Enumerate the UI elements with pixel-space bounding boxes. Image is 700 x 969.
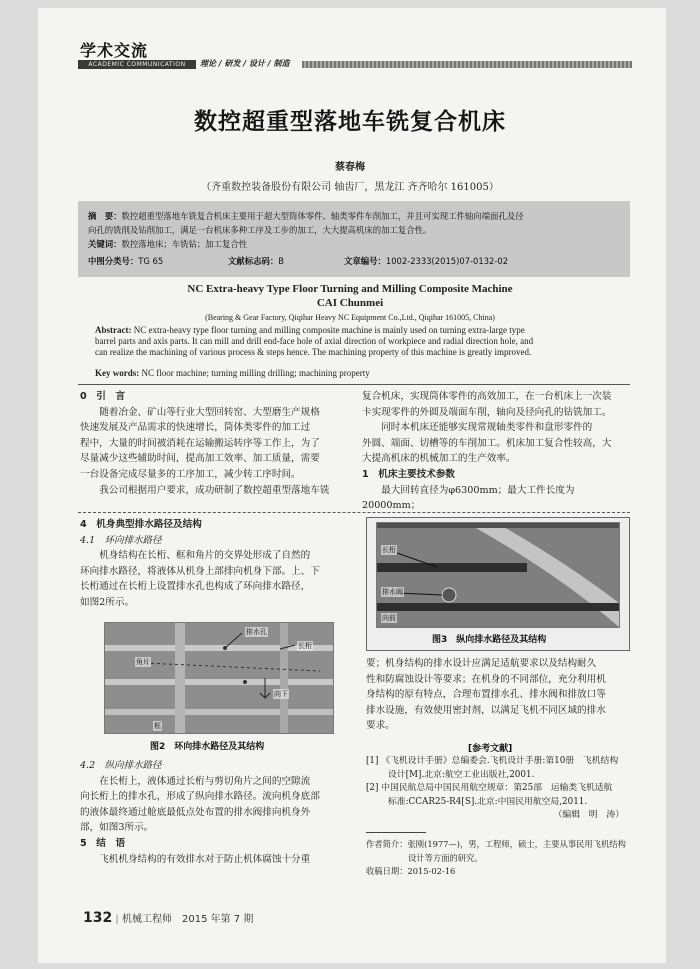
- editor-note: （编辑 明 涛）: [553, 810, 624, 820]
- reference-item: [366, 782, 632, 796]
- fig2-label-clip: 角片: [136, 658, 150, 666]
- author-bio: [366, 838, 632, 879]
- keywords-text: 数控落地床；车铣钻；加工复合性: [121, 239, 248, 249]
- article-affiliation: （齐重数控装备股份有限公司 轴齿厂，黑龙江 齐齐哈尔 161005）: [201, 182, 499, 193]
- article-title: 数控超重型落地车铣复合机床: [194, 109, 506, 135]
- lower-left-column-2: [80, 758, 350, 867]
- english-abstract-line: [95, 325, 615, 336]
- section-en-band: ACADEMIC COMMUNICATION: [78, 60, 196, 69]
- english-abstract-line: can realize the machining of various process & steps hence. The machining property of this machine is greatly improved.: [95, 347, 532, 357]
- para-line: 程中，大量的时间被消耗在运输搬运转序等工作上，为了: [80, 437, 320, 449]
- dashed-divider: [78, 512, 630, 513]
- lower-left-column: [80, 517, 350, 611]
- bio-line: 作者简介：张刚(1977—)，男，工程师，硕士，主要从事民用飞机结构: [366, 839, 626, 849]
- art-value: 1002-2333(2015)07-0132-02: [385, 256, 509, 266]
- para-line: 在长桁上，液体通过长桁与剪切角片之间的空隙流: [99, 775, 311, 787]
- upper-left-column: [80, 389, 344, 498]
- figure-3-caption: 图3 纵向排水路径及其结构: [432, 635, 547, 645]
- heading-4-2: 4.2 纵向排水路径: [80, 760, 162, 771]
- page-number: 132: [83, 910, 113, 926]
- fig3-label-valve: 排水阀: [382, 588, 403, 596]
- reference-item-cont: 设计[M].北京:航空工业出版社,2001.: [388, 769, 535, 780]
- upper-right-column: [362, 389, 632, 514]
- abstract-line-1: [88, 210, 524, 222]
- english-keywords: [95, 368, 370, 378]
- article-author: 蔡春梅: [335, 162, 365, 173]
- para-line: 要求。: [366, 720, 395, 732]
- section-title: 学术交流: [80, 41, 149, 60]
- heading-intro: 0 引 言: [80, 391, 126, 402]
- heading-conclusion: 5 结 语: [80, 837, 126, 849]
- article-number: [344, 255, 508, 267]
- para-line: 性和防腐蚀设计等要求；在机身的不同部位，充分利用机: [366, 673, 606, 685]
- divider: [78, 384, 630, 385]
- fig2-label-stringer: 长桁: [298, 642, 312, 650]
- para-line: 随着冶金、矿山等行业大型回转窑、大型磨生产规格: [99, 406, 320, 418]
- para-line: 飞机机身结构的有效排水对于防止机体腐蚀十分重: [99, 853, 311, 865]
- english-affiliation: (Bearing & Gear Factory, Qiqihar Heavy NC Equipment Co.,Ltd., Qiqihar 161005, China): [205, 313, 495, 322]
- doc-code: [228, 255, 284, 267]
- keywords-label: 关键词：: [88, 239, 122, 249]
- english-abstract-line: barrel parts and axis parts. It can mill and drill end-face hole of axial direction of workpiece and radial direction hole, and: [95, 336, 534, 346]
- english-abstract-text: NC extra-heavy type floor turning and milling composite machine is mainly used on turning extra-large type: [133, 325, 525, 335]
- figure-2-drawing: [105, 623, 333, 733]
- para-line: 外圆、端面、切槽等的车削加工。机床加工复合性较高，大: [362, 437, 612, 449]
- para-line: 最大回转直径为φ6300mm；最大工件长度为20000mm；: [362, 484, 575, 512]
- english-author: CAI Chunmei: [316, 297, 384, 309]
- bio-divider: [366, 832, 426, 833]
- para-line: 卡实现零件的外圆及端面车削，轴向及径向孔的钻铣加工。: [362, 406, 612, 418]
- doc-label: 文献标志码：: [228, 256, 279, 266]
- art-label: 文章编号：: [344, 256, 386, 266]
- page-footer: 132 | 机械工程师 2015 年第 7 期: [83, 910, 254, 926]
- fig2-label-frame: 框: [154, 722, 161, 730]
- para-line: 快速发展及产品需求的快速增长，筒体类零件的加工过: [80, 422, 311, 434]
- references-title: [参考文献]: [468, 744, 513, 754]
- para-line: 如图2所示。: [80, 596, 135, 608]
- section-tags: 理论 / 研发 / 设计 / 制造: [200, 59, 290, 68]
- lower-right-column: [366, 656, 632, 734]
- para-line: 我公司根据用户要求，成功研制了数控超重型落地车铣: [99, 484, 330, 496]
- para-line: 复合机床，实现筒体零件的高效加工，在一台机床上一次装: [362, 391, 612, 402]
- received-date: 收稿日期：2015-02-16: [366, 866, 456, 876]
- reference-item: [366, 755, 632, 769]
- abstract-text-1: 数控超重型落地车铣复合机床主要用于超大型筒体零件、轴类零件车削加工，并且可实现工件轴向端面孔及径: [121, 211, 524, 221]
- ref-number: [1]: [366, 756, 379, 766]
- english-keywords-label: Key words:: [95, 368, 140, 378]
- class-number: [88, 255, 163, 267]
- heading-params: 1 机床主要技术参数: [362, 468, 456, 480]
- ref-text: 中国民航总局中国民用航空规章：第25部 运输类飞机适航: [381, 783, 613, 793]
- english-abstract: [95, 325, 615, 358]
- fig2-label-drain: 排水孔: [246, 628, 267, 636]
- para-line: 长桁通过在长桁上设置排水孔也构成了环向排水路径，: [80, 581, 311, 593]
- para-line: 部，如图3所示。: [80, 822, 154, 834]
- heading-4-1: 4.1 环向排水路径: [80, 534, 162, 546]
- para-line: 同时本机床还能够实现常规轴类零件和盘形零件的: [381, 422, 593, 434]
- para-line: 环向排水路径，将液体从机身上部排向机身下部。上、下: [80, 565, 320, 577]
- fig3-label-stringer: 长桁: [382, 546, 396, 554]
- doc-value: B: [278, 256, 284, 266]
- abstract-box: [78, 201, 630, 277]
- ref-number: [2]: [366, 783, 379, 793]
- journal-issue: 机械工程师 2015 年第 7 期: [121, 914, 254, 925]
- para-line: 排水设施，有效使用密封剂，以满足飞机不同区域的排水: [366, 704, 606, 716]
- abstract-label: 摘 要：: [88, 211, 122, 221]
- figure-2-image: [104, 622, 334, 734]
- english-title: NC Extra-heavy Type Floor Turning and Milling Composite Machine: [187, 283, 513, 295]
- english-keywords-text: NC floor machine; turning milling drilling; machining property: [141, 368, 370, 378]
- para-line: 向长桁上的排水孔，形成了纵向排水路径。流向机身底部: [80, 791, 320, 803]
- references-list: [366, 755, 632, 823]
- figure-3-image: [376, 522, 620, 628]
- para-line: 身结构的原有特点，合理布置排水孔、排水阀和排放口等: [366, 689, 606, 701]
- heading-section-4: 4 机身典型排水路径及结构: [80, 519, 202, 530]
- abstract-line-2: 向孔的铣削及钻削加工，满足一台机床多种工序及工步的加工，大大提高机床的加工复合性。: [88, 225, 432, 235]
- fig3-label-forward: 向前: [382, 614, 396, 622]
- header-decor-bar: [302, 61, 632, 68]
- english-abstract-label: Abstract:: [95, 325, 132, 335]
- para-line: 机身结构在长桁、框和角片的交界处形成了自然的: [99, 550, 311, 562]
- para-line: 尽量减少这些辅助时间，提高加工效率、加工质量，需要: [80, 453, 320, 465]
- class-label: 中图分类号：: [88, 256, 139, 266]
- keywords-line: [88, 238, 247, 250]
- para-line: 一台设备完成尽量多的工序加工，减少转工序时间。: [80, 468, 301, 480]
- para-line: 要；机身结构的排水设计应满足适航要求以及结构耐久: [366, 658, 597, 669]
- para-line: 大提高机床的机械加工的生产效率。: [362, 453, 516, 465]
- ref-text: 《飞机设计手册》总编委会.飞机设计手册:第10册 飞机结构: [381, 756, 619, 766]
- class-value: TG 65: [138, 256, 164, 266]
- figure-2-caption: 图2 环向排水路径及其结构: [150, 742, 265, 752]
- figure-3-drawing: [377, 523, 619, 627]
- fig2-label-down: 向下: [274, 690, 288, 698]
- reference-item-cont: 标准:CCAR25-R4[S].北京:中国民用航空局,2011.: [388, 796, 588, 807]
- bio-line: 设计等方面的研究。: [408, 852, 483, 863]
- para-line: 的液体最终通过舱底最低点处布置的排水阀排向机身外: [80, 806, 311, 818]
